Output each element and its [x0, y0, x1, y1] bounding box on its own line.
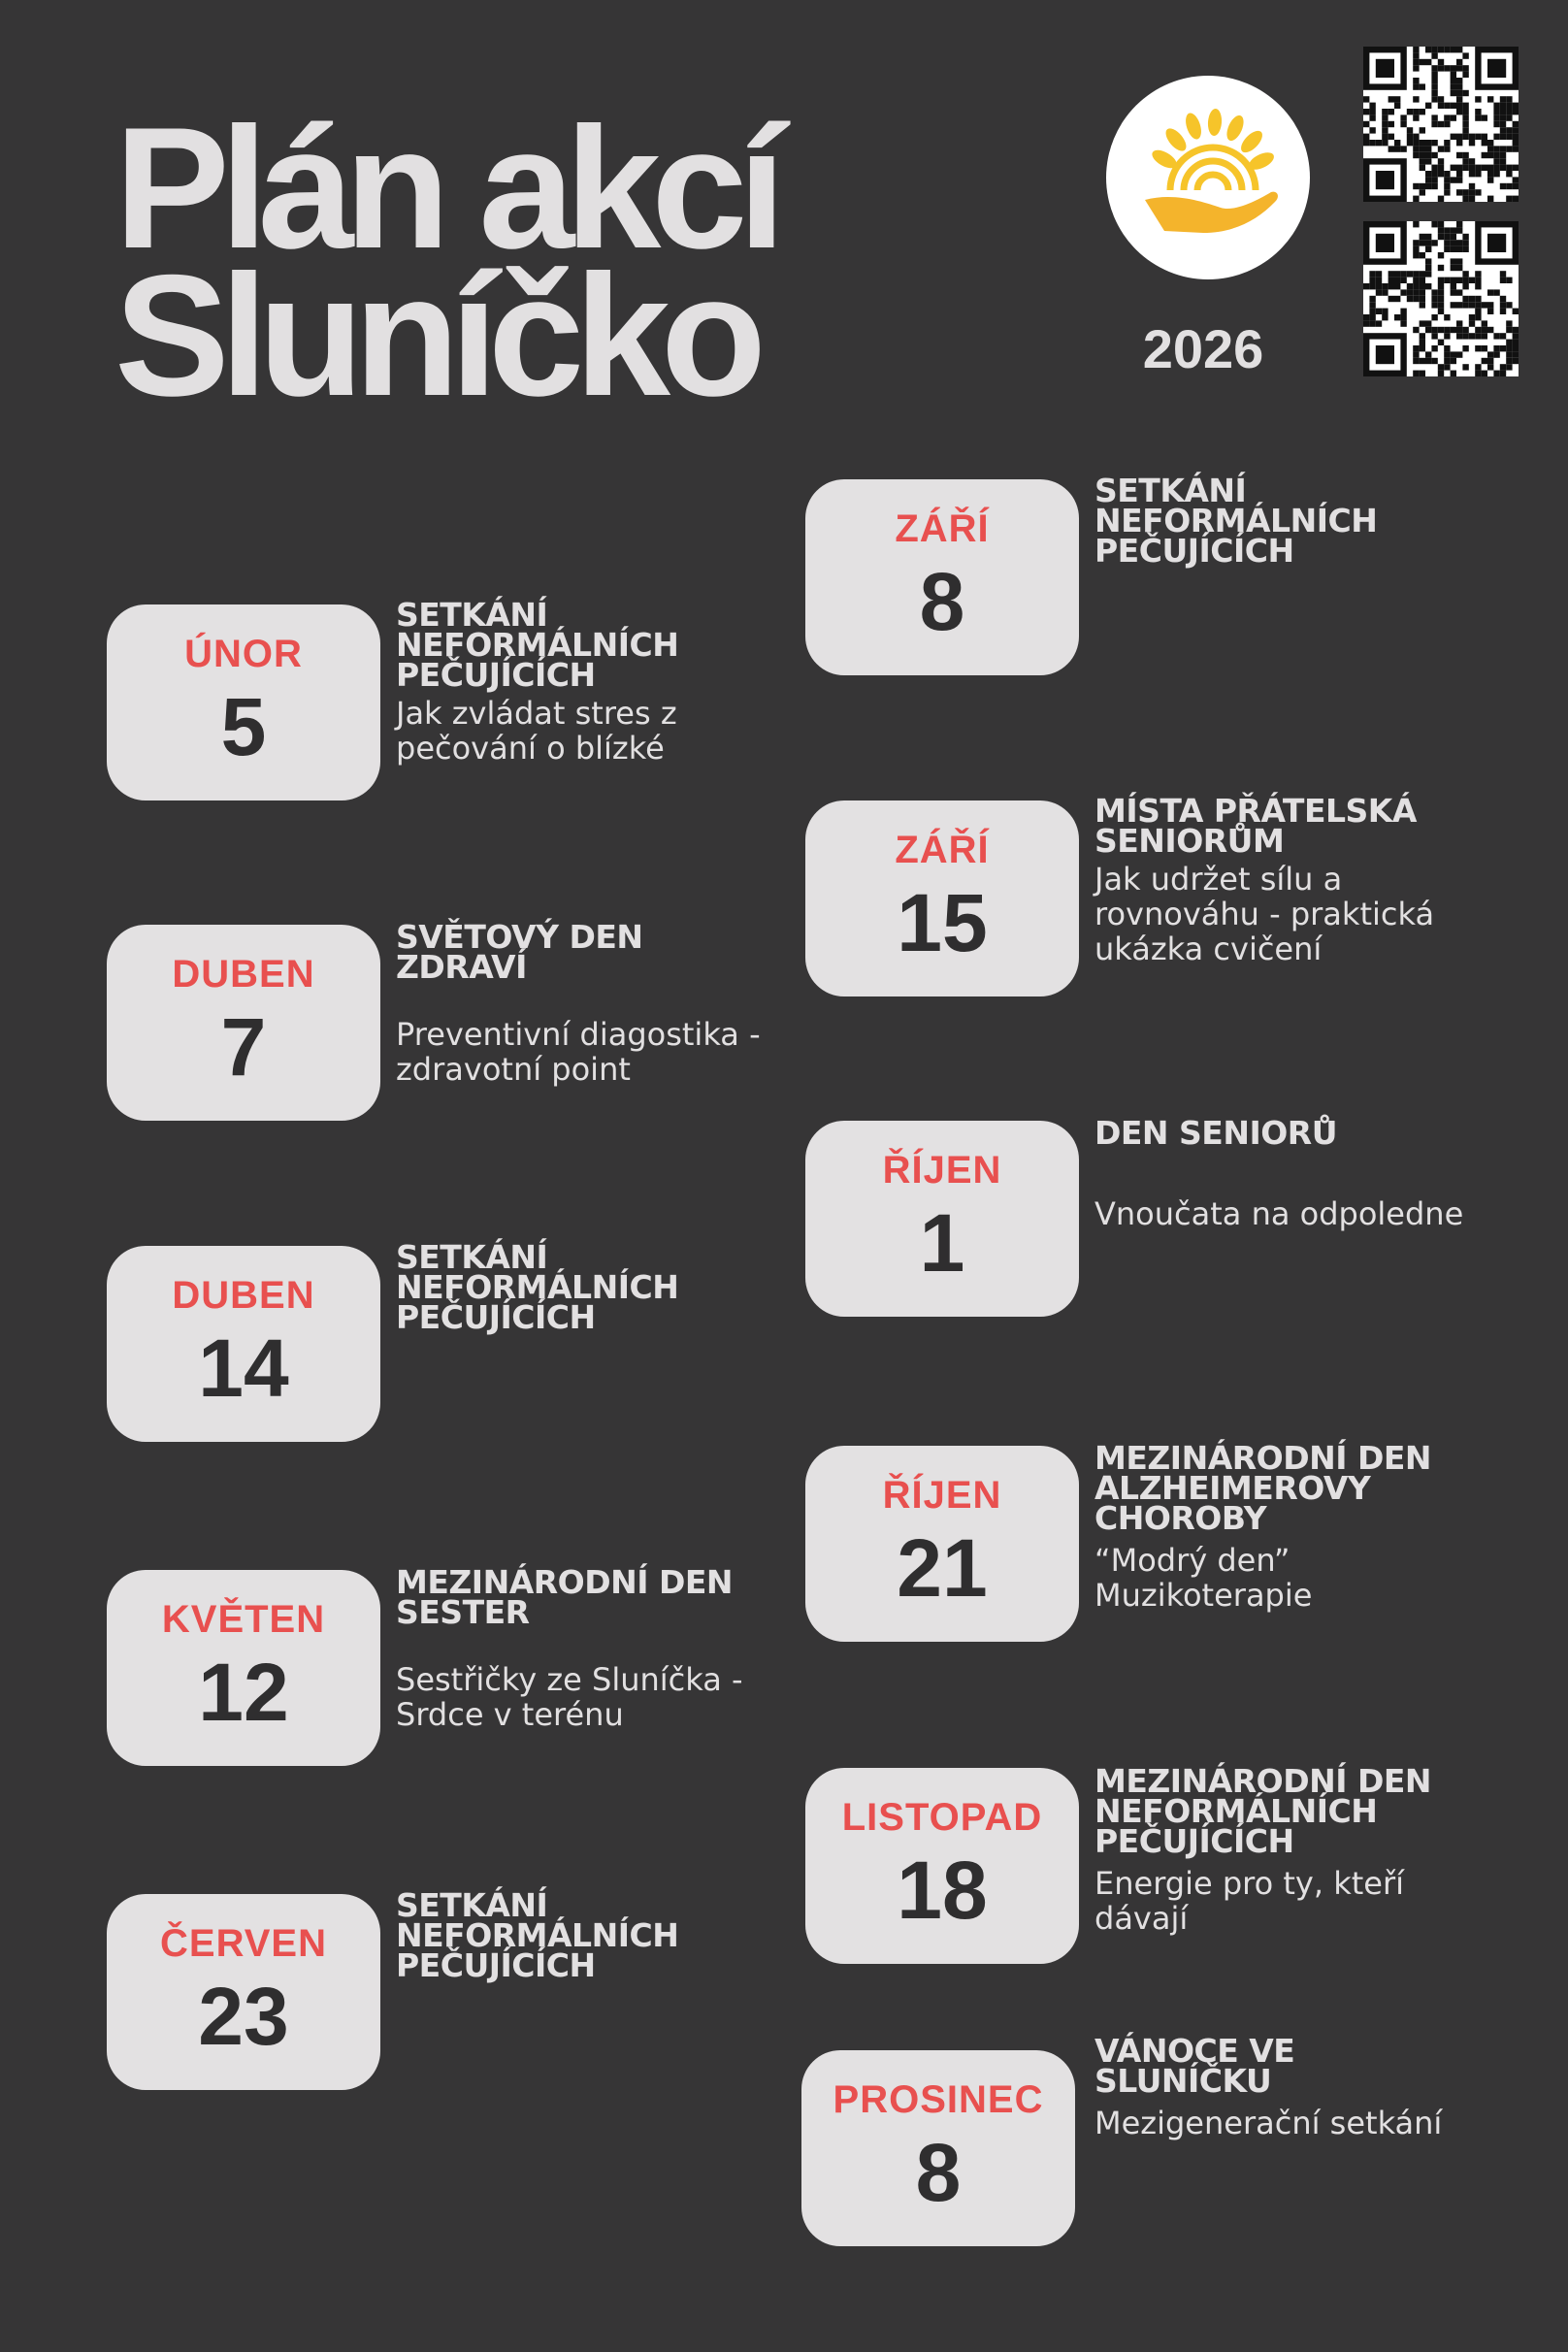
event-day: 7: [220, 1001, 267, 1093]
sun-hand-logo-icon: [1106, 76, 1310, 279]
event-month: ČERVEN: [160, 1922, 327, 1965]
title-line-2: Sluníčko: [114, 239, 757, 432]
event-description: Sestřičky ze Sluníčka - Srdce v terénu: [396, 1661, 743, 1733]
event-month: KVĚTEN: [161, 1598, 326, 1641]
event-month: DUBEN: [172, 1274, 315, 1317]
event-day: 8: [919, 556, 965, 647]
event-month: DUBEN: [172, 953, 315, 996]
event-info: [396, 918, 774, 1088]
event-title: SETKÁNÍ NEFORMÁLNÍCH PEČUJÍCÍCH: [1094, 472, 1378, 570]
event-info: [396, 1563, 774, 1733]
date-badge: [805, 1768, 1079, 1964]
event-month: ZÁŘÍ: [895, 829, 990, 871]
event-month: LISTOPAD: [841, 1796, 1043, 1839]
event-title: MEZINÁRODNÍ DEN NEFORMÁLNÍCH PEČUJÍCÍCH: [1094, 1762, 1432, 1860]
year-label: 2026: [1142, 318, 1264, 379]
event-day: 23: [198, 1971, 289, 2062]
event-day: 1: [919, 1197, 965, 1289]
event-info: [396, 596, 774, 767]
date-badge: [801, 2050, 1075, 2246]
event-month: ŘÍJEN: [882, 1474, 1002, 1517]
event-description: “Modrý den” Muzikoterapie: [1094, 1542, 1313, 1614]
event-title: VÁNOCE VE SLUNÍČKU: [1094, 2032, 1295, 2100]
event-title: SETKÁNÍ NEFORMÁLNÍCH PEČUJÍCÍCH: [396, 1238, 679, 1336]
page-title: [114, 91, 776, 432]
event-info: [396, 1886, 774, 1984]
event-month: ŘÍJEN: [882, 1149, 1002, 1192]
date-badge: [107, 1570, 380, 1766]
event-title: SETKÁNÍ NEFORMÁLNÍCH PEČUJÍCÍCH: [396, 596, 679, 694]
date-badge: [805, 479, 1079, 675]
qr-code-icon[interactable]: [1363, 221, 1519, 376]
title-line-1: Plán akcí: [114, 91, 776, 284]
event-title: SVĚTOVÝ DEN ZDRAVÍ: [396, 918, 643, 986]
event-info: [1094, 472, 1473, 570]
event-day: 8: [915, 2127, 962, 2218]
event-title: MEZINÁRODNÍ DEN SESTER: [396, 1563, 734, 1631]
event-title: MÍSTA PŘÁTELSKÁ SENIORŮM: [1094, 792, 1417, 860]
qr-code-icon[interactable]: [1363, 47, 1519, 202]
event-description: Energie pro ty, kteří dávají: [1094, 1865, 1404, 1937]
date-badge: [107, 1894, 380, 2090]
event-description: Jak zvládat stres z pečování o blízké: [396, 695, 677, 767]
event-title: DEN SENIORŮ: [1094, 1114, 1338, 1152]
event-title: MEZINÁRODNÍ DEN ALZHEIMEROVY CHOROBY: [1094, 1439, 1432, 1537]
event-description: Vnoučata na odpoledne: [1094, 1195, 1464, 1232]
date-badge: [805, 800, 1079, 996]
event-day: 15: [897, 877, 988, 968]
event-day: 14: [198, 1323, 289, 1414]
event-description: Mezigenerační setkání: [1094, 2105, 1443, 2141]
event-info: [1094, 792, 1473, 967]
date-badge: [805, 1446, 1079, 1642]
event-month: ÚNOR: [184, 633, 303, 675]
date-badge: [107, 1246, 380, 1442]
event-info: [1094, 1439, 1473, 1614]
event-info: [396, 1238, 774, 1336]
date-badge: [107, 925, 380, 1121]
event-day: 18: [897, 1845, 988, 1936]
event-description: Jak udržet sílu a rovnováhu - praktická ukázka cvičení: [1094, 861, 1435, 967]
date-badge: [107, 604, 380, 800]
date-badge: [805, 1121, 1079, 1317]
event-title: SETKÁNÍ NEFORMÁLNÍCH PEČUJÍCÍCH: [396, 1886, 679, 1984]
event-description: Preventivní diagostika - zdravotní point: [396, 1016, 761, 1088]
event-info: [1094, 2032, 1473, 2141]
event-info: [1094, 1762, 1473, 1937]
event-day: 21: [897, 1522, 988, 1614]
event-day: 12: [198, 1647, 289, 1738]
event-month: ZÁŘÍ: [895, 507, 990, 550]
event-month: PROSINEC: [833, 2078, 1044, 2121]
event-info: [1094, 1114, 1473, 1232]
event-day: 5: [220, 681, 267, 772]
